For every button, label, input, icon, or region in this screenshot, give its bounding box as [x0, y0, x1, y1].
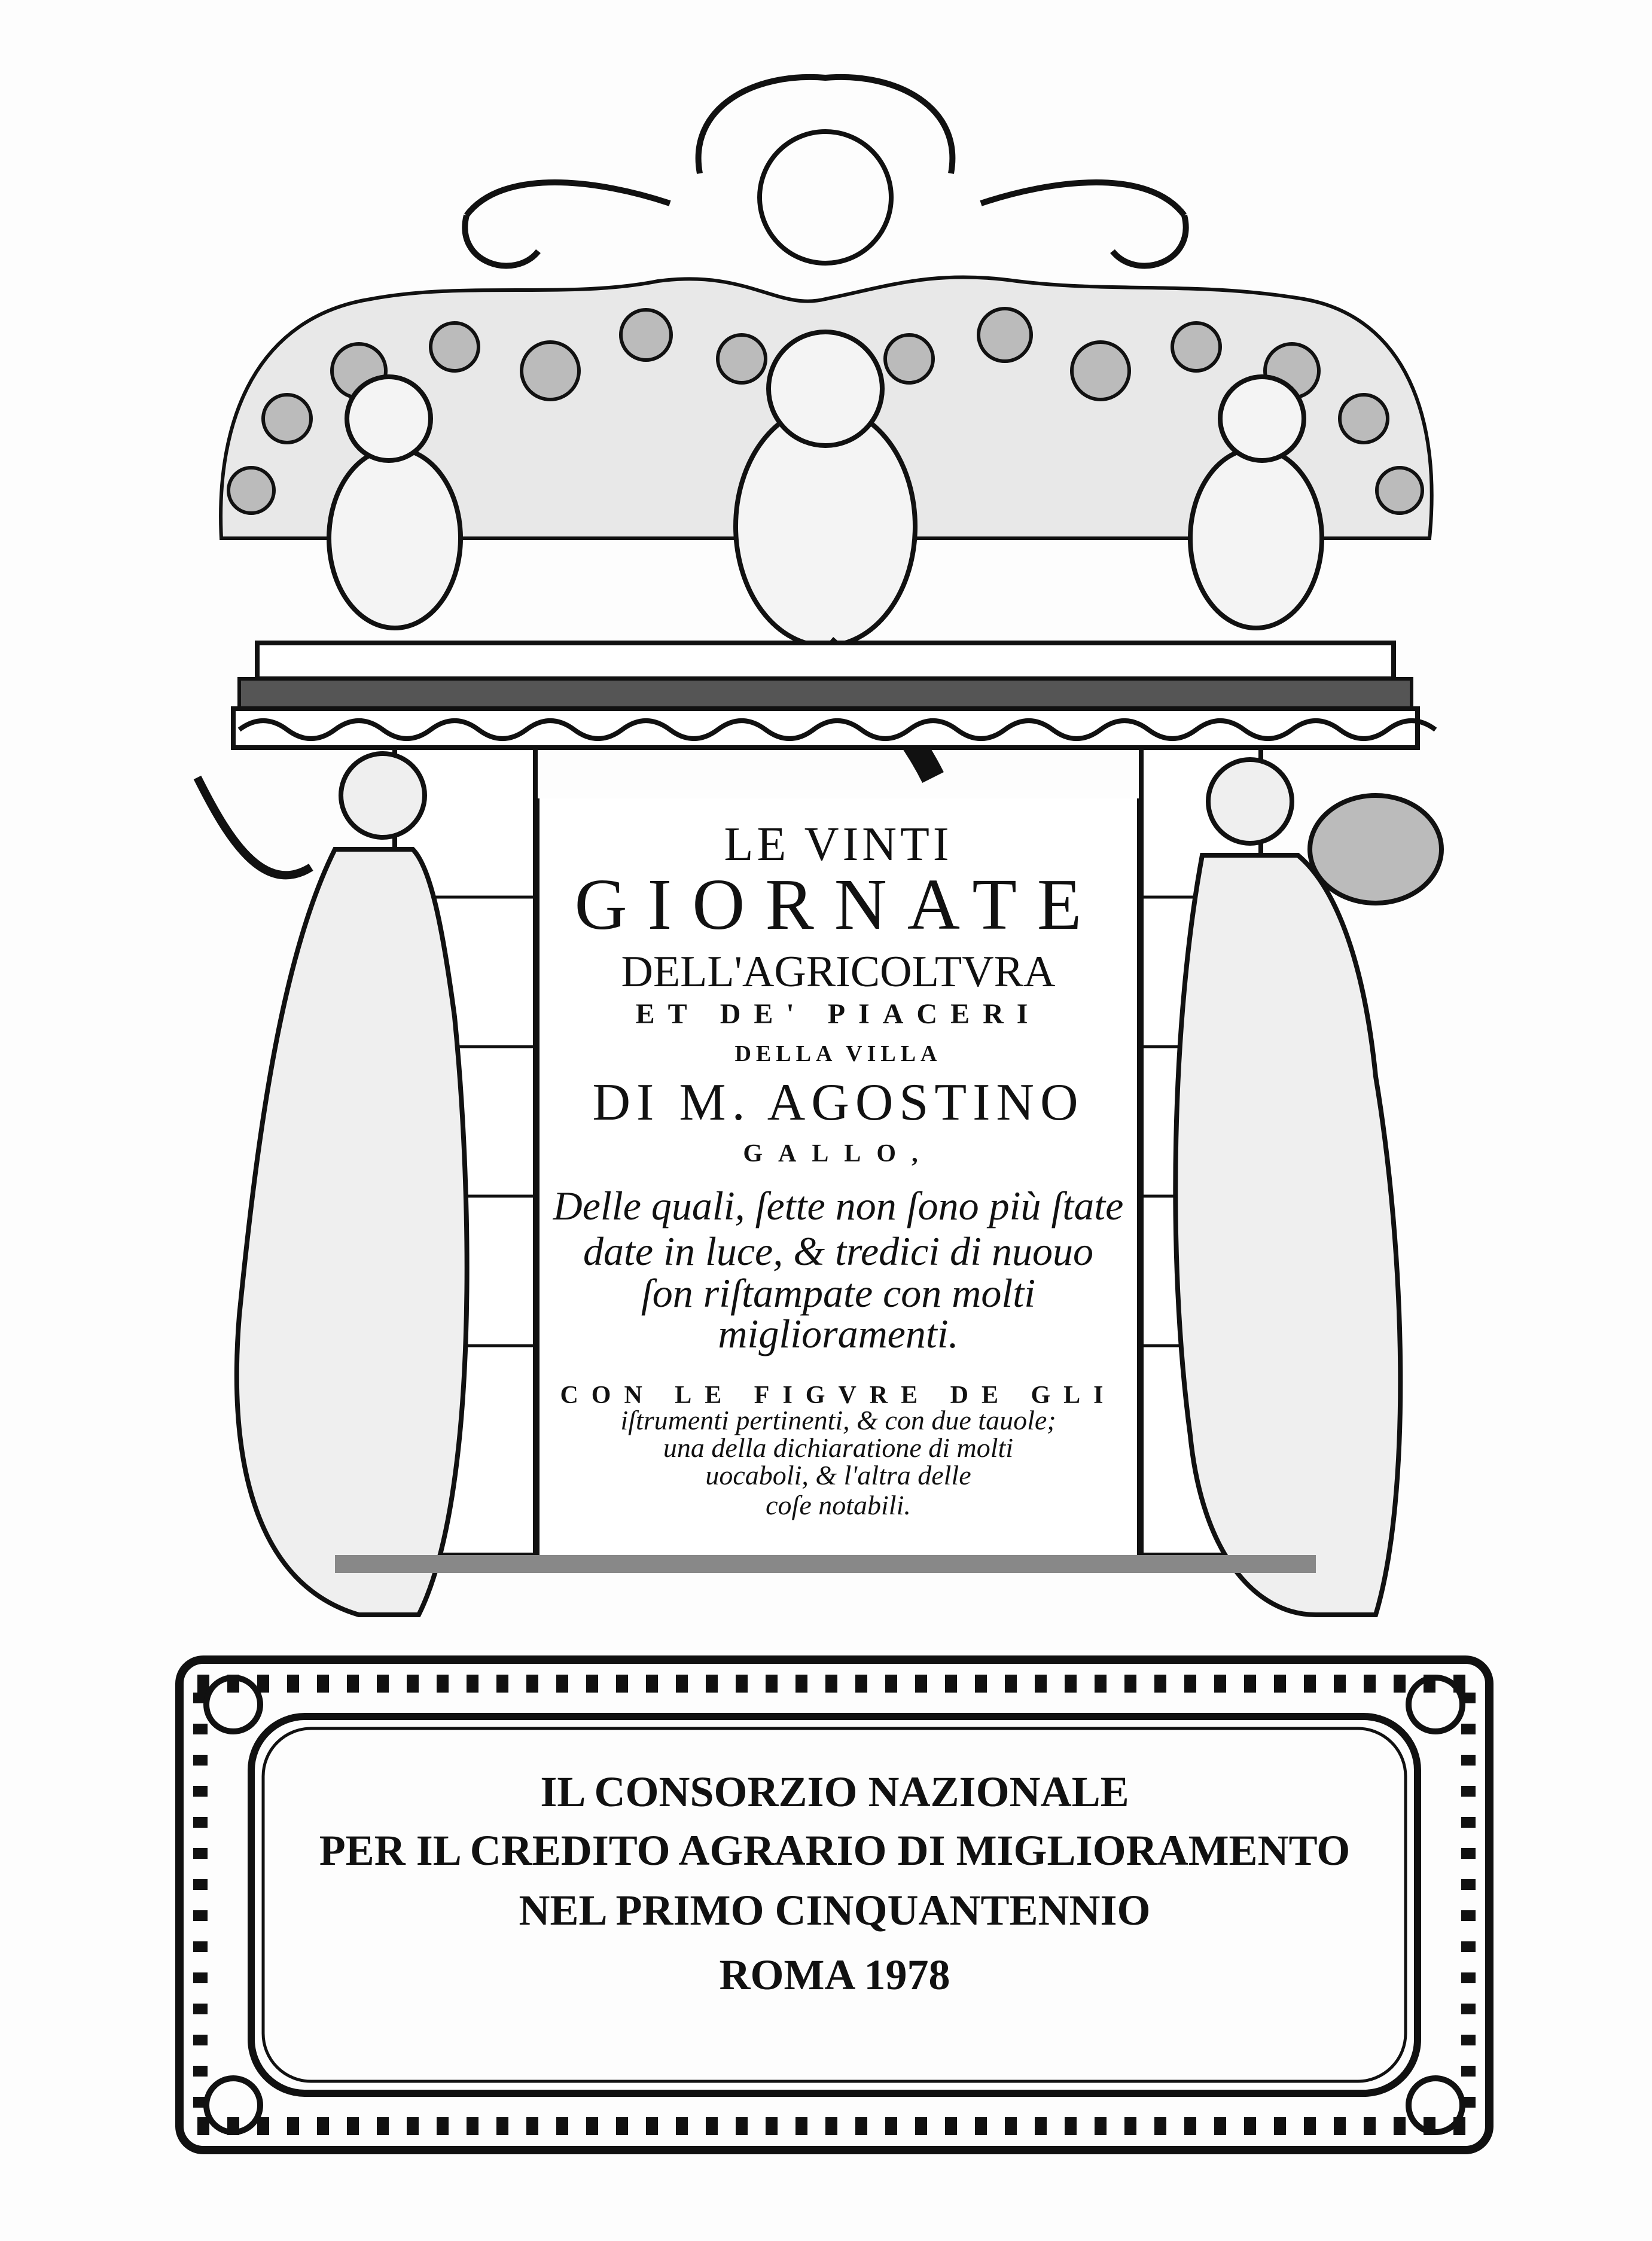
- body-line: Delle quali, ſette non ſono più ſtate: [553, 1183, 1124, 1228]
- small-line: una della dichiaratione di molti: [663, 1432, 1014, 1463]
- publisher-line: IL CONSORZIO NAZIONALE: [540, 1768, 1129, 1816]
- publisher-line: PER IL CREDITO AGRARIO DI MIGLIORAMENTO: [319, 1827, 1351, 1874]
- ground-line: [335, 1555, 1316, 1573]
- small-line: iſtrumenti pertinenti, & con due tauole;: [620, 1405, 1056, 1435]
- cornice: [233, 643, 1435, 748]
- title-line-giornate: GIORNATE: [574, 864, 1102, 945]
- title-line-villa: DELLA VILLA: [734, 1041, 942, 1066]
- small-line: uocaboli, & l'altra delle: [705, 1460, 971, 1490]
- title-line-le-vinti: LE VINTI: [724, 818, 953, 871]
- publisher-line: NEL PRIMO CINQUANTENNIO: [519, 1886, 1151, 1934]
- small-line: coſe notabili.: [766, 1490, 911, 1520]
- title-line-piaceri: ET DE' PIACERI: [635, 998, 1041, 1030]
- author-surname: GALLO,: [743, 1140, 934, 1167]
- body-line: date in luce, & tredici di nuouo: [583, 1228, 1093, 1274]
- body-line: ſon riſtampate con molti: [641, 1270, 1036, 1316]
- author-line: DI M. AGOSTINO: [592, 1074, 1084, 1132]
- publisher-place-year: ROMA 1978: [719, 1951, 950, 1999]
- body-line: miglioramenti.: [718, 1311, 959, 1356]
- subtitle-line: CON LE FIGVRE DE GLI: [560, 1382, 1117, 1409]
- scroll-cartouche: [465, 77, 1185, 266]
- title-line-agricoltura: DELL'AGRICOLTVRA: [621, 947, 1056, 996]
